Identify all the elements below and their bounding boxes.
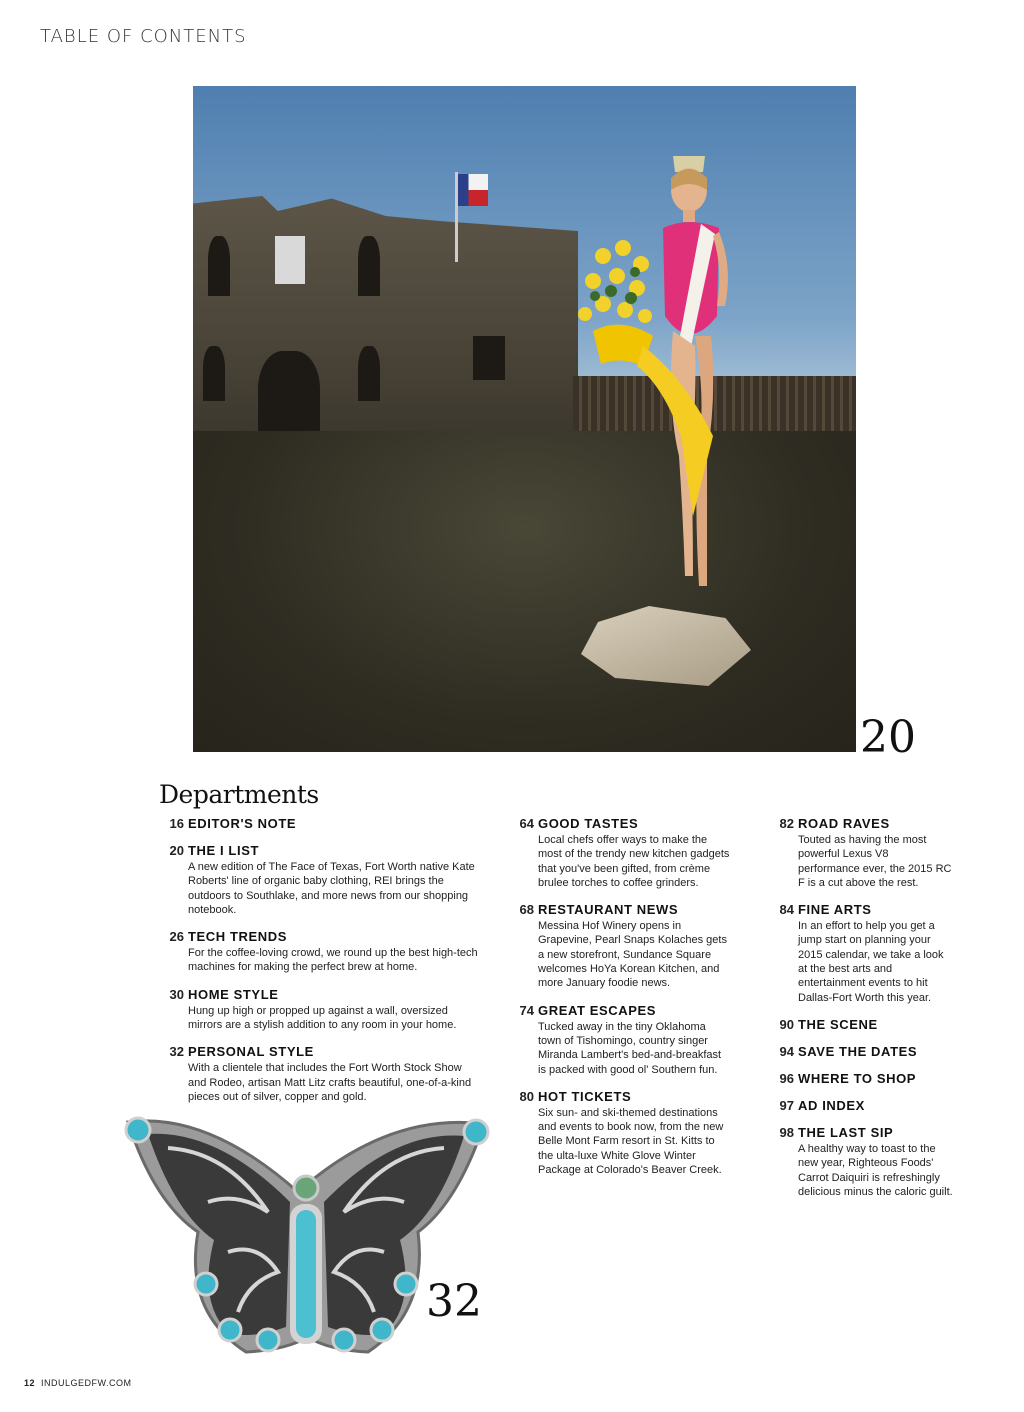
- toc-item[interactable]: [508, 1003, 730, 1077]
- toc-title: TECH TRENDS: [188, 929, 288, 945]
- toc-description: A healthy way to toast to the new year, Righteous Foods' Carrot Daiquiri is refreshingly delicious minus the caloric guilt.: [798, 1142, 953, 1198]
- toc-title: GREAT ESCAPES: [538, 1002, 657, 1018]
- toc-description: Tucked away in the tiny Oklahoma town of Tishomingo, country singer Miranda Lambert's bed-and-breakfast is packed with good ol' Southern fun.: [538, 1020, 722, 1076]
- toc-item[interactable]: [158, 843, 483, 917]
- toc-item[interactable]: [508, 902, 730, 990]
- toc-page-number: 30: [169, 986, 184, 1002]
- departments-heading: Departments: [159, 780, 319, 809]
- page-header: TABLE OF CONTENTS: [40, 26, 247, 47]
- toc-item[interactable]: [768, 1125, 953, 1199]
- toc-page-number: 98: [779, 1124, 794, 1140]
- mission-building: [193, 196, 578, 446]
- texas-flag: [458, 174, 488, 206]
- toc-page-number: 94: [779, 1043, 794, 1059]
- toc-title: FINE ARTS: [798, 902, 872, 918]
- hero-photo: [193, 86, 856, 752]
- toc-title: SAVE THE DATES: [798, 1043, 918, 1059]
- butterfly-page-number: 32: [426, 1276, 482, 1327]
- toc-page-number: 16: [169, 816, 184, 831]
- toc-item[interactable]: [508, 816, 730, 890]
- toc-page-number: 97: [779, 1097, 794, 1113]
- ground: [193, 431, 856, 752]
- toc-title: RESTAURANT NEWS: [538, 902, 679, 918]
- toc-item[interactable]: [158, 816, 483, 831]
- toc-item[interactable]: [768, 1071, 953, 1086]
- toc-item[interactable]: [768, 902, 953, 1005]
- toc-title: HOT TICKETS: [538, 1088, 632, 1104]
- toc-description: Hung up high or propped up against a wall, oversized mirrors are a stylish addition to any room in your home.: [188, 1004, 457, 1032]
- toc-description: Six sun- and ski-themed destinations and events to book now, from the new Belle Mont Farm resort in St. Kitts to the ulta-luxe White Glove Winter Package at Colorado's Beaver Creek.: [538, 1106, 724, 1177]
- toc-description: With a clientele that includes the Fort Worth Stock Show and Rodeo, artisan Matt Litz crafts beautiful, one-of-a-kind pieces out of silver, copper and gold.: [188, 1062, 472, 1103]
- toc-description: In an effort to help you get a jump start on planning your 2015 calendar, we take a look at the best arts and entertainment events to hit Dallas-Fort Worth this year.: [798, 920, 944, 1004]
- hero-page-number: 20: [860, 712, 916, 763]
- toc-item[interactable]: [768, 1017, 953, 1032]
- toc-column-1: [158, 816, 483, 1104]
- toc-title: THE LAST SIP: [798, 1124, 894, 1140]
- toc-page-number: 26: [169, 929, 184, 945]
- flower-bouquet: [573, 236, 723, 516]
- toc-title: PERSONAL STYLE: [188, 1044, 314, 1060]
- toc-page-number: 96: [779, 1070, 794, 1086]
- toc-page-number: 32: [169, 1044, 184, 1060]
- toc-description: Messina Hof Winery opens in Grapevine, Pearl Snaps Kolaches gets a new storefront, Sundance Square welcomes HoYa Korean Kitchen, and more January foodie news.: [538, 920, 727, 990]
- toc-item[interactable]: [158, 929, 483, 975]
- footer-page-number: 12: [24, 1378, 36, 1388]
- toc-title: ROAD RAVES: [798, 816, 890, 831]
- toc-title: HOME STYLE: [188, 986, 279, 1002]
- toc-title: GOOD TASTES: [538, 816, 639, 831]
- toc-title: WHERE TO SHOP: [798, 1070, 917, 1086]
- toc-page-number: 82: [779, 816, 794, 831]
- toc-item[interactable]: [158, 1044, 483, 1104]
- toc-page-number: 84: [779, 902, 794, 918]
- toc-page-number: 74: [519, 1002, 534, 1018]
- toc-page-number: 80: [519, 1088, 534, 1104]
- toc-item[interactable]: [768, 816, 953, 890]
- toc-page-number: 20: [169, 843, 184, 858]
- toc-item[interactable]: [768, 1098, 953, 1113]
- toc-title: THE I LIST: [188, 843, 259, 858]
- toc-column-2: [508, 816, 730, 1177]
- toc-description: For the coffee-loving crowd, we round up the best high-tech machines for making the perfect brew at home.: [188, 947, 478, 974]
- toc-item[interactable]: [508, 1089, 730, 1177]
- toc-description: Touted as having the most powerful Lexus V8 performance ever, the 2015 RC F is a cut above the rest.: [798, 834, 952, 889]
- toc-title: AD INDEX: [798, 1097, 865, 1113]
- toc-title: EDITOR'S NOTE: [188, 816, 297, 831]
- toc-description: A new edition of The Face of Texas, Fort Worth native Kate Roberts' line of organic baby clothing, REI brings the outdoors to Southlake, and more news from our shopping notebook.: [188, 861, 475, 916]
- toc-title: THE SCENE: [798, 1016, 878, 1032]
- toc-page-number: 64: [519, 816, 534, 831]
- toc-page-number: 90: [779, 1016, 794, 1032]
- footer-site: INDULGEDFW.COM: [41, 1378, 132, 1388]
- toc-column-3: [768, 816, 953, 1199]
- toc-page-number: 68: [519, 902, 534, 918]
- toc-description: Local chefs offer ways to make the most of the trendy new kitchen gadgets that you've been gifted, from crème brulee torches to coffee grinders.: [538, 834, 730, 889]
- toc-item[interactable]: [158, 987, 483, 1033]
- toc-item[interactable]: [768, 1044, 953, 1059]
- footer: [24, 1378, 132, 1388]
